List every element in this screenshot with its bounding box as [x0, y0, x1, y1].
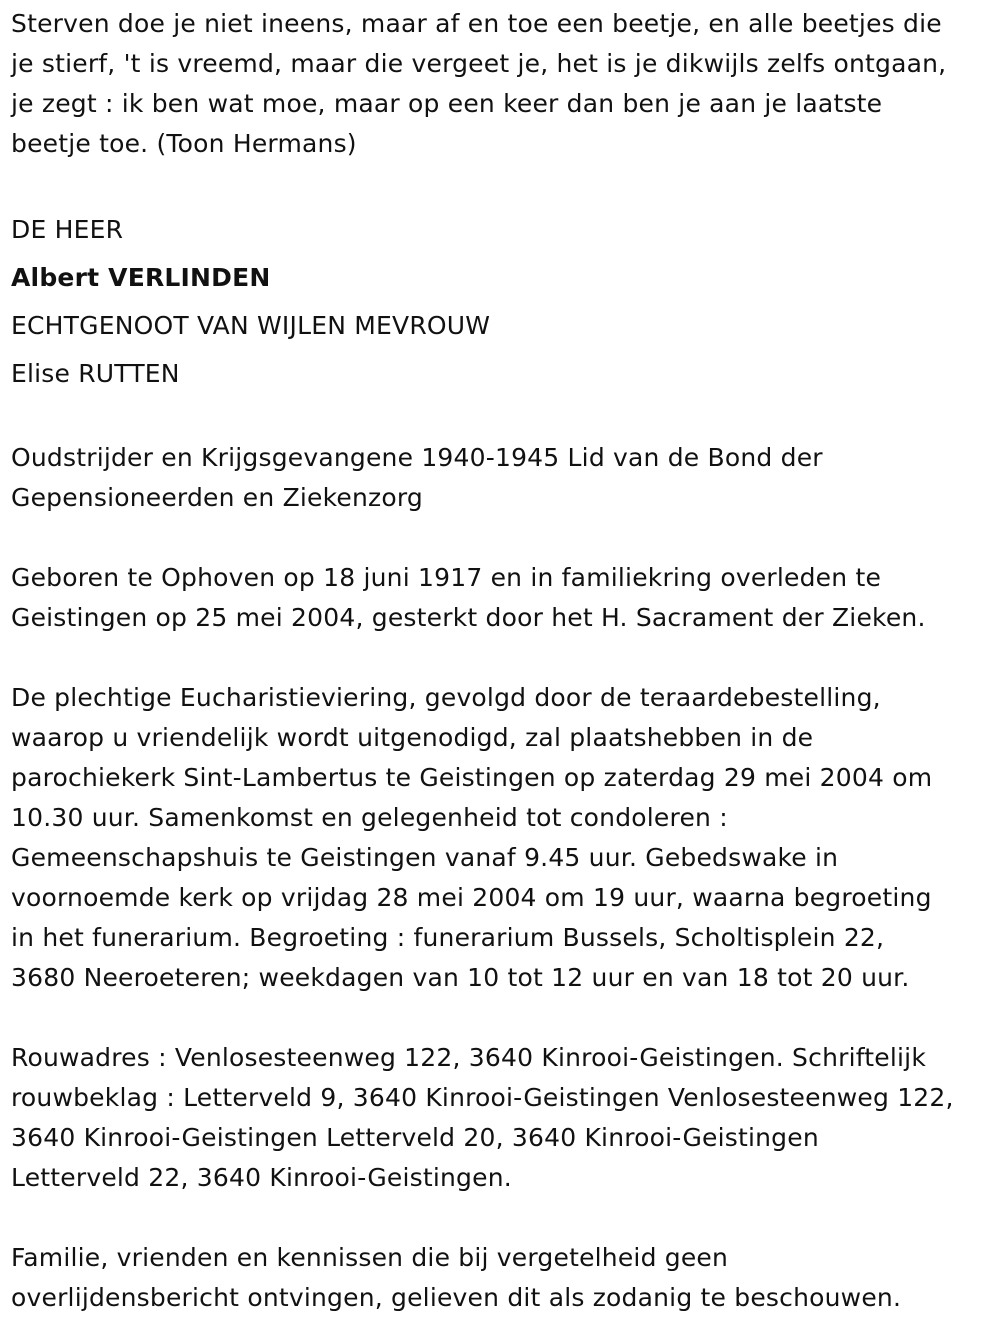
addresses-paragraph — [11, 1038, 990, 1198]
ceremony-line: voornoemde kerk op vrijdag 28 mei 2004 om 19 uur, waarna begroeting — [11, 883, 932, 912]
spacer — [11, 638, 990, 678]
ceremony-paragraph — [11, 678, 990, 998]
ceremony-line: 3680 Neeroeteren; weekdagen van 10 tot 12 uur en van 18 tot 20 uur. — [11, 963, 910, 992]
memberships-line: Oudstrijder en Krijgsgevangene 1940-1945 Lid van de Bond der — [11, 443, 823, 472]
ceremony-line: waarop u vriendelijk wordt uitgenodigd, zal plaatshebben in de — [11, 723, 814, 752]
quote-paragraph — [11, 0, 990, 164]
closing-paragraph — [11, 1238, 990, 1318]
quote-line: Sterven doe je niet ineens, maar af en toe een beetje, en alle beetjes die — [11, 9, 942, 38]
memberships-paragraph — [11, 438, 990, 518]
birth-death-line: Geistingen op 25 mei 2004, gesterkt door het H. Sacrament der Zieken. — [11, 603, 926, 632]
birth-death-paragraph — [11, 558, 990, 638]
spacer — [11, 998, 990, 1038]
quote-line: je stierf, 't is vreemd, maar die vergeet je, het is je dikwijls zelfs ontgaan, — [11, 49, 947, 78]
ceremony-line: De plechtige Eucharistieviering, gevolgd door de teraardebestelling, — [11, 683, 881, 712]
spacer — [11, 1198, 990, 1238]
spacer — [11, 164, 990, 206]
spouse-name: Elise RUTTEN — [11, 359, 180, 388]
honorific-title: DE HEER — [11, 215, 124, 244]
ceremony-line: 10.30 uur. Samenkomst en gelegenheid tot condoleren : — [11, 803, 728, 832]
spacer — [11, 398, 990, 438]
closing-line: overlijdensbericht ontvingen, gelieven dit als zodanig te beschouwen. — [11, 1283, 902, 1312]
quote-line: je zegt : ik ben wat moe, maar op een keer dan ben je aan je laatste — [11, 89, 883, 118]
ceremony-line: in het funerarium. Begroeting : funerarium Bussels, Scholtisplein 22, — [11, 923, 885, 952]
address-line: 3640 Kinrooi-Geistingen Letterveld 20, 3640 Kinrooi-Geistingen — [11, 1123, 819, 1152]
quote-line: beetje toe. (Toon Hermans) — [11, 129, 357, 158]
address-line: rouwbeklag : Letterveld 9, 3640 Kinrooi-Geistingen Venlosesteenweg 122, — [11, 1083, 954, 1112]
ceremony-line: parochiekerk Sint-Lambertus te Geistingen op zaterdag 29 mei 2004 om — [11, 763, 933, 792]
address-line: Rouwadres : Venlosesteenweg 122, 3640 Kinrooi-Geistingen. Schriftelijk — [11, 1043, 927, 1072]
spacer — [11, 518, 990, 558]
memberships-line: Gepensioneerden en Ziekenzorg — [11, 483, 423, 512]
deceased-name: Albert VERLINDEN — [11, 263, 271, 292]
relation-line: ECHTGENOOT VAN WIJLEN MEVROUW — [11, 311, 491, 340]
closing-line: Familie, vrienden en kennissen die bij vergetelheid geen — [11, 1243, 729, 1272]
address-line: Letterveld 22, 3640 Kinrooi-Geistingen. — [11, 1163, 512, 1192]
ceremony-line: Gemeenschapshuis te Geistingen vanaf 9.45 uur. Gebedswake in — [11, 843, 839, 872]
birth-death-line: Geboren te Ophoven op 18 juni 1917 en in familiekring overleden te — [11, 563, 882, 592]
